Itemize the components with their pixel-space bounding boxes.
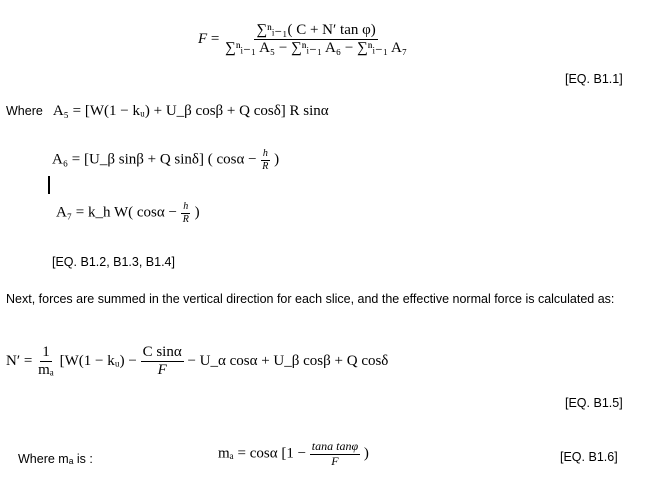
eq-a6-main: A₆ = [U_β sinβ + Q sinδ] ( cosα − xyxy=(52,151,257,168)
eq-a7-den: R xyxy=(182,213,189,225)
eq-a7-num: h xyxy=(183,201,189,212)
eq-b1-5-label: [EQ. B1.5] xyxy=(565,396,623,410)
text-cursor xyxy=(48,176,50,194)
eq-a6-den: R xyxy=(262,160,269,172)
eq-b1-1-numerator: ∑ⁿᵢ₋₁( C + N′ tan φ) xyxy=(254,22,377,40)
eq-b1-5-frac1-den: mₐ xyxy=(38,362,54,379)
eq-b1-6-den: F xyxy=(331,453,339,468)
eq-b1-5-frac1 xyxy=(36,344,56,380)
eq-a7-main: A₇ = k_h W( cosα − xyxy=(56,204,177,221)
eq-a7-close: ) xyxy=(194,204,200,221)
eq-a7 xyxy=(56,201,200,225)
body-paragraph: Next, forces are summed in the vertical direction for each slice, and the effective normal force is calculated as: xyxy=(6,292,615,306)
eq-b1-1-denominator: ∑ⁿᵢ₋₁ A₅ − ∑ⁿᵢ₋₁ A₆ − ∑ⁿᵢ₋₁ A₇ xyxy=(225,40,408,57)
eq-b1-5-lhs: N′ = xyxy=(6,353,33,370)
eq-b1-2-4-label: [EQ. B1.2, B1.3, B1.4] xyxy=(52,255,175,269)
eq-b1-5-frac1-num: 1 xyxy=(40,344,52,362)
eq-b1-5-frac2 xyxy=(141,344,184,380)
where-ma-label: Where mₐ is : xyxy=(18,452,93,466)
eq-b1-6-lhs: mₐ = cosα [1 − xyxy=(218,445,307,462)
eq-a7-fraction xyxy=(181,201,191,225)
where-a5-line xyxy=(6,102,329,120)
eq-b1-5-frac2-den: F xyxy=(157,362,167,379)
eq-b1-1-fraction xyxy=(223,22,409,58)
eq-b1-1-lhs: F xyxy=(198,31,208,48)
eq-b1-6-label: [EQ. B1.6] xyxy=(560,450,618,464)
eq-b1-6-num: tana tanφ xyxy=(311,439,359,453)
eq-a6-fraction xyxy=(260,148,270,172)
eq-b1-5-frac2-num: C sinα xyxy=(141,344,184,362)
equation-b1-5 xyxy=(6,344,388,380)
equation-b1-1: F = $\frac{\text{∑ⁿᵢ₋₁( C + N′ tan φ)}}{\text{∑ⁿᵢ₋₁ A₅ − ∑ⁿᵢ₋₁ A₆ − ∑ⁿᵢ₋₁ A₇}}$ xyxy=(198,22,408,57)
equation-b1-6 xyxy=(218,440,369,469)
eq-a5: A₅ = [W(1 − kᵤ) + U_β cosβ + Q cosδ] R sinα xyxy=(52,103,329,119)
eq-b1-1-label: [EQ. B1.1] xyxy=(565,72,623,86)
eq-b1-5-tail: − U_α cosα + U_β cosβ + Q cosδ xyxy=(187,353,389,370)
eq-a6-close: ) xyxy=(274,151,280,168)
eq-b1-6-close: ) xyxy=(363,445,369,462)
eq-b1-5-mid: [W(1 − kᵤ) − xyxy=(59,353,137,370)
eq-b1-6-fraction xyxy=(310,440,360,469)
eq-a6 xyxy=(52,148,279,172)
where-label: Where xyxy=(6,104,43,118)
eq-a6-num: h xyxy=(262,148,268,159)
